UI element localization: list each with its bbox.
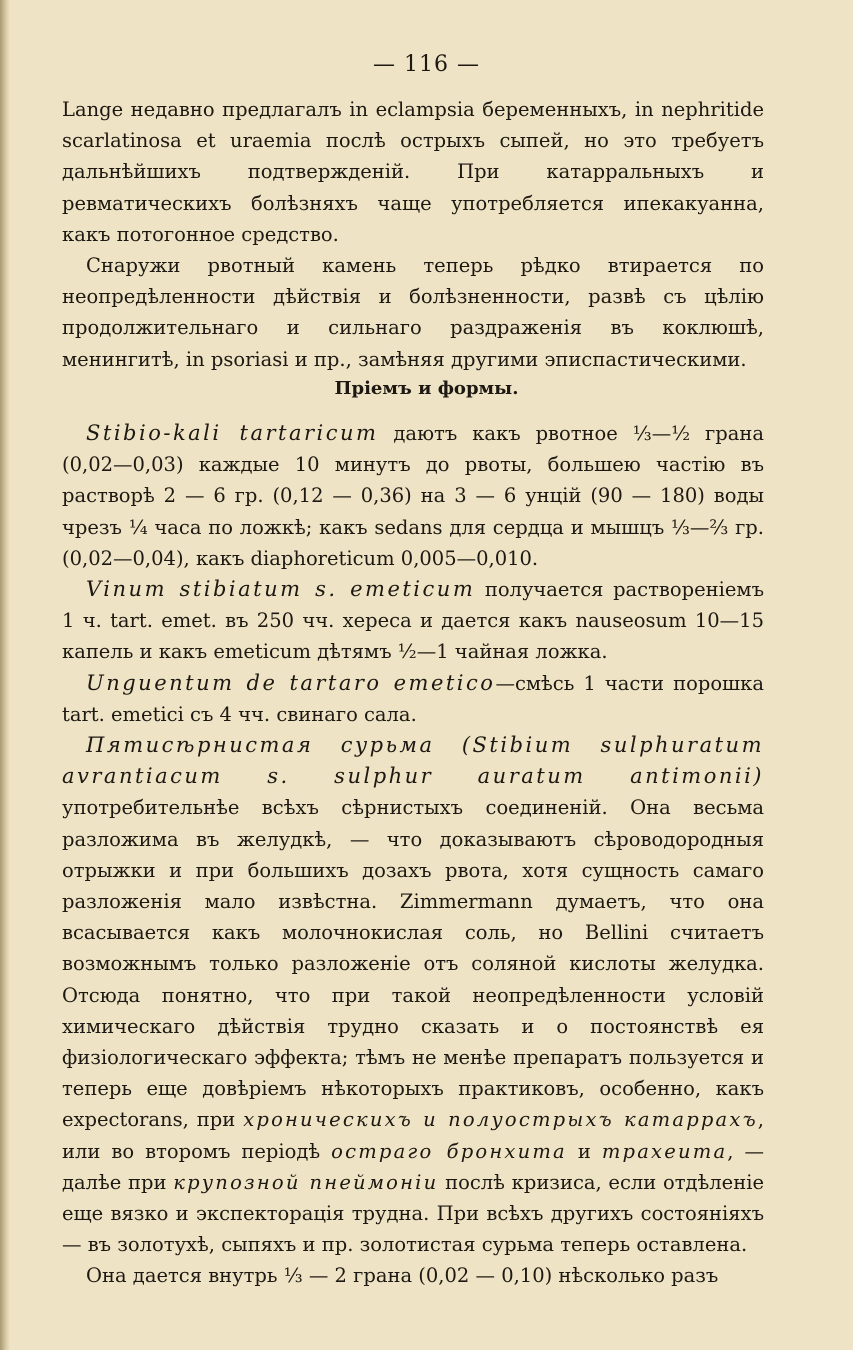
page-number: — 116 — <box>373 52 480 77</box>
sulfur-text-2: , или во второмъ періодѣ <box>62 1108 764 1163</box>
sulfur-text-3: и <box>566 1139 602 1163</box>
paragraph-lange: Lange недавно предлагалъ in eclampsia беременныхъ, in nephritide scarlatinosa et uraemia послѣ острыхъ сыпей, но это требуетъ дальнѣйшихъ подтвержденій. При катарральныхъ и ревматическихъ болѣзняхъ чаще употребляется ипекакуанна, какъ потогонное средство. <box>62 98 764 246</box>
term-bronchitis: остраго бронхита <box>331 1139 567 1163</box>
paragraph-sulfur <box>62 730 764 1260</box>
forms-text <box>62 418 764 1292</box>
term-vinum: Vinum stibiatum s. emeticum <box>86 577 476 602</box>
vinum-text: получается раствореніемъ 1 ч. tart. emet. въ 250 чч. хереса и дается какъ nauseosum 10—15 капель и какъ emeticum дѣтямъ ½—1 чайная ложка. <box>62 578 764 664</box>
term-tracheitis: трахеита <box>601 1139 728 1163</box>
paragraph-unguentum <box>62 668 764 730</box>
term-catarrh: хроническихъ и полуострыхъ катаррахъ <box>243 1108 758 1132</box>
stibio-kali-text: даютъ какъ рвотное ⅓—½ грана (0,02—0,03) каждые 10 минутъ до рвоты, большею частію въ растворѣ 2 — 6 гр. (0,12 — 0,36) на 3 — 6 унцій (90 — 180) воды чрезъ ¼ часа по ложкѣ; какъ sedans для сердца и мышцъ ⅓—⅔ гр. (0,02—0,04), какъ diaphoreticum 0,005—0,010. <box>62 422 765 570</box>
term-unguentum: Unguentum de tartaro emetico <box>86 670 496 695</box>
page-left-edge <box>0 0 10 1350</box>
paragraph-vinum <box>62 574 764 668</box>
paragraph-stibio-kali <box>62 418 764 574</box>
unguentum-text: —смѣсь 1 части порошка tart. emetici съ 4 чч. свинаго сала. <box>62 671 764 726</box>
term-stibio-kali: Stibio-kali tartaricum <box>86 421 379 445</box>
sulfur-text-4: , — далѣе при <box>62 1139 764 1194</box>
paragraph-external-use: Снаружи рвотный камень теперь рѣдко втирается по неопредѣленности дѣйствія и болѣзненности, развѣ съ цѣлію продолжительнаго и сильнаго раздраженія въ коклюшѣ, менингитѣ, in psoriasi и пр., замѣняя другими эписпастическими. <box>62 254 764 371</box>
term-pneumonia: крупозной пнеймоніи <box>173 1170 439 1194</box>
paragraph-last-line: Она дается внутрь ⅓ — 2 грана (0,02 — 0,10) нѣсколько разъ <box>86 1264 719 1288</box>
term-sulfur: Пятисѣрнистая сурьма (Stibium sulphuratum avrantiacum s. sulphur auratum antimonii) <box>62 733 764 789</box>
sulfur-text-1: употребительнѣе всѣхъ сѣрнистыхъ соединеній. Она весьма разложима въ желудкѣ, — что доказываютъ сѣроводородныя отрыжки и при большихъ дозахъ рвота, хотя сущность самаго разложенія мало извѣстна. Zimmermann думаетъ, что она всасывается какъ молочнокислая соль, но Bellini считаетъ возможнымъ только разложеніе отъ соляной кислоты желудка. Отсюда понятно, что при такой неопредѣленности условій химическаго дѣйствія трудно сказать и о постоянствѣ ея физіологическаго эффекта; тѣмъ не менѣе препаратъ пользуется и теперь еще довѣріемъ нѣкоторыхъ практиковъ, особенно, какъ expectorans, при <box>62 796 764 1132</box>
section-heading: Пріемъ и формы. <box>334 378 519 399</box>
sulfur-text-5: послѣ кризиса, если отдѣленіе еще вязко и экспекторація трудна. При всѣхъ другихъ состояніяхъ — въ золотухѣ, сыпяхъ и пр. золотистая сурьма теперь оставлена. <box>62 1170 764 1257</box>
intro-text <box>62 94 764 375</box>
